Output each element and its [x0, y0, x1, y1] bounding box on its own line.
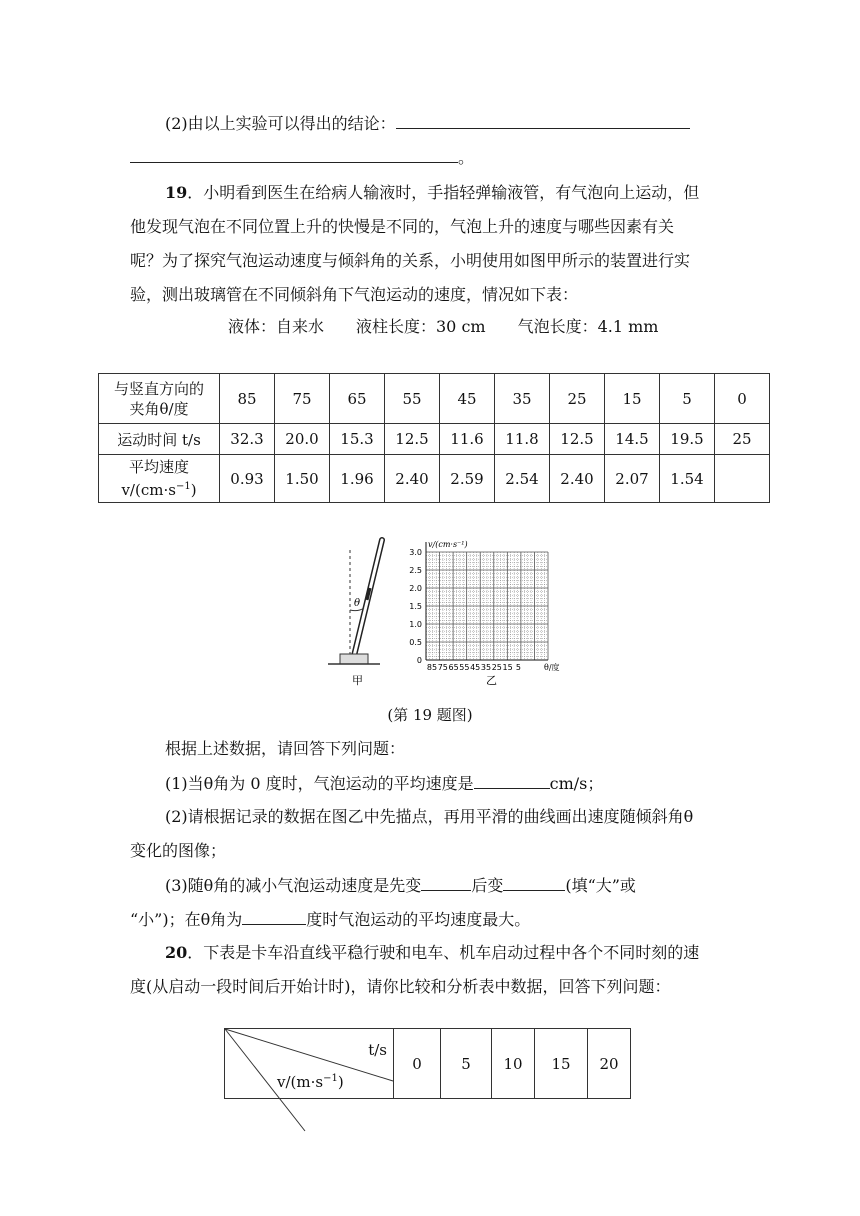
- q19-conditions: 液体：自来水 液柱长度：30 cm 气泡长度：4.1 mm: [228, 317, 659, 336]
- angle-cell: 65: [330, 374, 385, 424]
- period: 。: [458, 148, 475, 167]
- speed-cell: 2.40: [550, 455, 605, 503]
- q20-number: 20: [165, 943, 188, 962]
- y-tick-label: 2.5: [409, 566, 422, 575]
- header-sup: −1: [175, 481, 191, 492]
- q20-line-2: 度(从启动一段时间后开始计时)，请你比较和分析表中数据，回答下列问题：: [130, 977, 671, 996]
- q19-sub2-line1: (2)请根据记录的数据在图乙中先描点，再用平滑的曲线画出速度随倾斜角θ: [165, 807, 694, 826]
- angle-cell: 5: [660, 374, 715, 424]
- sub3-text: 后变: [471, 876, 504, 895]
- angle-cell: 15: [605, 374, 660, 424]
- sub3-text: (填“大”或: [565, 876, 636, 895]
- y-tick-label: 1.0: [409, 620, 422, 629]
- angle-cell: 35: [495, 374, 550, 424]
- header-v-text: v/(m·s: [277, 1073, 324, 1091]
- q20-text: ．下表是卡车沿直线平稳行驶和电车、机车启动过程中各个不同时刻的速: [187, 943, 700, 962]
- graph-yi: [409, 540, 559, 686]
- y-tick-labels: [409, 548, 422, 665]
- q19-data-table: [98, 373, 770, 503]
- q18-conclusion-line: [165, 112, 690, 135]
- angle-cell: 0: [715, 374, 770, 424]
- header-text: 平均速度: [128, 458, 189, 476]
- q19-line-4: 验，测出玻璃管在不同倾斜角下气泡运动的速度，情况如下表：: [130, 285, 579, 304]
- y-tick-label: 0: [416, 656, 422, 665]
- q19-figure: [322, 536, 582, 686]
- speed-cell: 2.54: [495, 455, 550, 503]
- x-tick-label: 55: [459, 663, 470, 672]
- angle-cell: 85: [220, 374, 275, 424]
- q19-sub3: [165, 874, 636, 897]
- figure-caption: (第 19 题图): [387, 706, 473, 724]
- x-tick-label: 35: [480, 663, 492, 672]
- angle-cell: 75: [275, 374, 330, 424]
- header-v-sup: −1: [323, 1073, 338, 1084]
- row-header-speed: [99, 455, 220, 503]
- speed-cell: 1.96: [330, 455, 385, 503]
- label-yi: 乙: [486, 674, 497, 686]
- sub3-text: 度时气泡运动的平均速度最大。: [306, 910, 531, 929]
- q20-data-table: [224, 1028, 631, 1099]
- table-row-header: [225, 1029, 631, 1099]
- speed-cell-empty[interactable]: [715, 455, 770, 503]
- angle-cell: 45: [440, 374, 495, 424]
- time-cell: 15.3: [330, 424, 385, 455]
- x-tick-label: 5: [515, 663, 521, 672]
- stand-base: [340, 654, 368, 664]
- q20-line-1: [165, 942, 699, 964]
- q19-sub3-line2: [130, 908, 530, 931]
- time-cell: 19.5: [660, 424, 715, 455]
- time-cell: 5: [441, 1029, 492, 1099]
- q19-number: 19: [165, 183, 188, 202]
- time-cell: 10: [492, 1029, 535, 1099]
- table-row-speed: [99, 455, 770, 503]
- speed-cell: 0.93: [220, 455, 275, 503]
- x-tick-label: 15: [502, 663, 513, 672]
- q19-intro: 根据上述数据，请回答下列问题：: [165, 739, 406, 758]
- header-t: t/s: [368, 1041, 387, 1059]
- q19-line-1: [165, 182, 699, 204]
- y-tick-label: 1.5: [409, 602, 422, 611]
- header-text: 与竖直方向的: [113, 379, 204, 398]
- y-tick-label: 2.0: [409, 584, 422, 593]
- q19-line-3: 呢？为了探究气泡运动速度与倾斜角的关系，小明使用如图甲所示的装置进行实: [130, 251, 691, 270]
- q18-conclusion-prefix: (2)由以上实验可以得出的结论：: [165, 114, 396, 133]
- time-cell: 12.5: [385, 424, 440, 455]
- diagonal-header-cell: [225, 1029, 394, 1099]
- x-tick-label: 85: [426, 663, 438, 672]
- speed-cell: 2.07: [605, 455, 660, 503]
- theta-label: θ: [354, 598, 361, 609]
- answer-blank[interactable]: [474, 772, 550, 789]
- header-text: ): [190, 481, 197, 499]
- speed-cell: 2.59: [440, 455, 495, 503]
- header-v-end: ): [337, 1073, 344, 1091]
- time-cell: 0: [394, 1029, 441, 1099]
- x-axis-label: θ/度: [544, 663, 560, 672]
- x-tick-label: 75: [437, 663, 448, 672]
- x-tick-label: 25: [491, 663, 502, 672]
- graph-grid: [426, 552, 548, 660]
- row-header-angle: [99, 374, 220, 424]
- x-tick-label: 45: [470, 663, 481, 672]
- x-tick-labels: [427, 663, 521, 672]
- table-row-angle: [99, 374, 770, 424]
- sub1-unit: cm/s；: [549, 774, 604, 793]
- sub3-text: “小”)；在θ角为: [130, 910, 243, 929]
- answer-blank[interactable]: [396, 112, 690, 129]
- x-tick-label: 65: [448, 663, 459, 672]
- q19-sub2-line2: 变化的图像；: [130, 841, 227, 860]
- answer-blank[interactable]: [130, 146, 458, 163]
- y-axis-label: v/(cm·s⁻¹): [428, 540, 468, 549]
- q19-sub1: [165, 772, 603, 795]
- y-tick-label: 3.0: [409, 548, 422, 557]
- sub3-text: (3)随θ角的减小气泡运动速度是先变: [165, 876, 422, 895]
- time-cell: 20.0: [275, 424, 330, 455]
- time-cell: 32.3: [220, 424, 275, 455]
- speed-cell: 1.54: [660, 455, 715, 503]
- time-cell: 20: [588, 1029, 631, 1099]
- time-cell: 12.5: [550, 424, 605, 455]
- table-row-time: [99, 424, 770, 455]
- angle-cell: 25: [550, 374, 605, 424]
- apparatus-jia: [328, 540, 382, 686]
- header-text: 夹角θ/度: [129, 399, 189, 418]
- header-text: v/(cm·s: [121, 481, 176, 499]
- speed-cell: 1.50: [275, 455, 330, 503]
- answer-blank[interactable]: [242, 908, 306, 925]
- answer-blank[interactable]: [503, 874, 565, 891]
- time-cell: 14.5: [605, 424, 660, 455]
- y-tick-label: 0.5: [409, 638, 422, 647]
- time-cell: 15: [535, 1029, 588, 1099]
- answer-blank[interactable]: [421, 874, 471, 891]
- row-header-time: 运动时间 t/s: [99, 424, 220, 455]
- angle-cell: 55: [385, 374, 440, 424]
- label-jia: 甲: [352, 674, 363, 686]
- time-cell: 25: [715, 424, 770, 455]
- header-v: [277, 1073, 344, 1091]
- time-cell: 11.8: [495, 424, 550, 455]
- q19-text: ．小明看到医生在给病人输液时，手指轻弹输液管，有气泡向上运动，但: [187, 183, 700, 202]
- time-cell: 11.6: [440, 424, 495, 455]
- sub1-text: (1)当θ角为 0 度时，气泡运动的平均速度是: [165, 774, 474, 793]
- q18-conclusion-line-2: [130, 146, 474, 169]
- q19-line-2: 他发现气泡在不同位置上升的快慢是不同的，气泡上升的速度与哪些因素有关: [130, 217, 675, 236]
- speed-cell: 2.40: [385, 455, 440, 503]
